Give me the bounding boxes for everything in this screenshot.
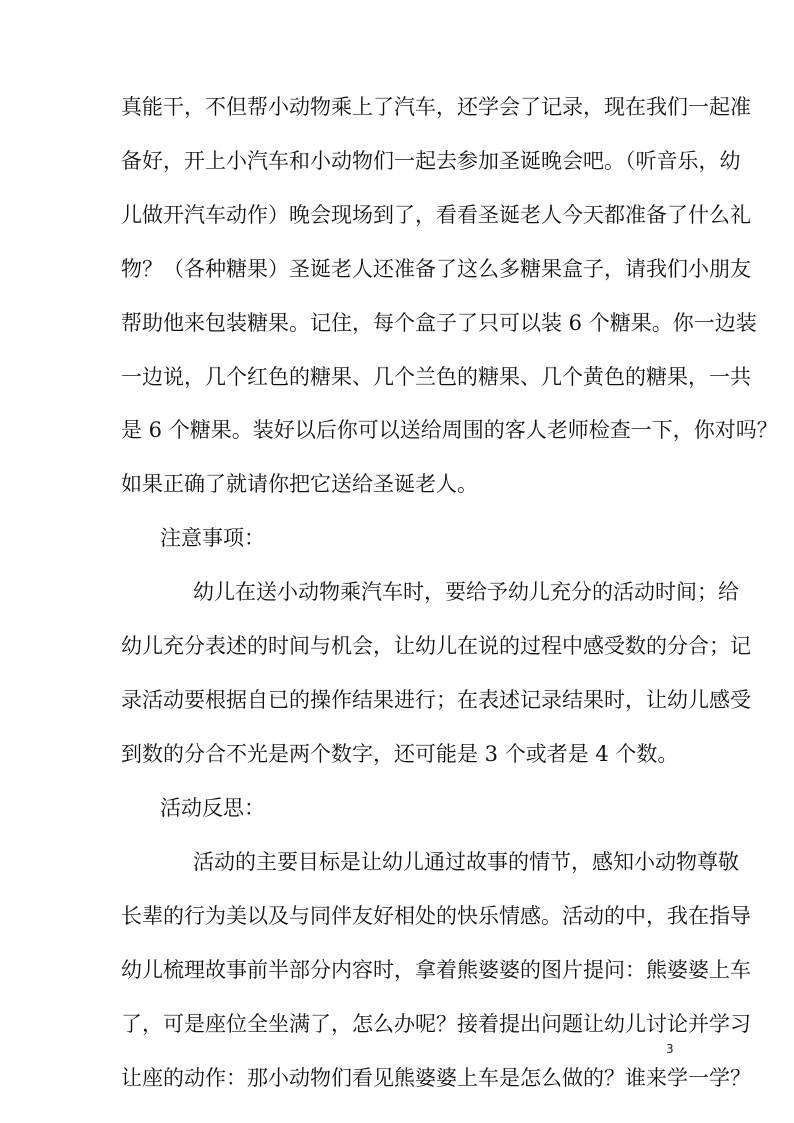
text-line: 幼儿梳理故事前半部分内容时，拿着熊婆婆的图片提问：熊婆婆上车 [121, 958, 751, 982]
text-line: 录活动要根据自已的操作结果进行；在表述记录结果时，让幼儿感受 [121, 688, 751, 712]
text-line: 幼儿充分表述的时间与机会，让幼儿在说的过程中感受数的分合；记 [121, 634, 751, 658]
text-line: 真能干，不但帮小动物乘上了汽车，还学会了记录，现在我们一起准 [121, 95, 751, 119]
section-heading-reflection: 活动反思： [160, 796, 265, 820]
text-line: 了，可是座位全坐满了，怎么办呢？接着提出问题让幼儿讨论并学习 [121, 1012, 751, 1036]
text-line: 儿做开汽车动作）晚会现场到了，看看圣诞老人今天都准备了什么礼 [121, 203, 751, 227]
text-line: 一边说，几个红色的糖果、几个兰色的糖果、几个黄色的糖果，一共 [121, 365, 751, 389]
text-line: 活动的主要目标是让幼儿通过故事的情节，感知小动物尊敬 [193, 850, 739, 874]
text-line: 是 6 个糖果。装好以后你可以送给周围的客人老师检查一下，你对吗？ [121, 418, 778, 442]
text-line: 长辈的行为美以及与同伴友好相处的快乐情感。活动的中，我在指导 [121, 904, 751, 928]
text-line: 如果正确了就请你把它送给圣诞老人。 [121, 472, 478, 496]
text-line: 到数的分合不光是两个数字，还可能是 3 个或者是 4 个数。 [121, 742, 679, 766]
text-line: 让座的动作：那小动物们看见熊婆婆上车是怎么做的？谁来学一学？ [121, 1066, 751, 1090]
text-line: 物？（各种糖果）圣诞老人还准备了这么多糖果盒子，请我们小朋友 [121, 257, 751, 281]
text-line: 帮助他来包装糖果。记住，每个盒子了只可以装 6 个糖果。你一边装 [121, 311, 757, 335]
section-heading-notes: 注意事项： [160, 526, 265, 550]
text-line: 幼儿在送小动物乘汽车时，要给予幼儿充分的活动时间；给 [193, 580, 739, 604]
text-line: 备好，开上小汽车和小动物们一起去参加圣诞晚会吧。（听音乐，幼 [121, 149, 741, 173]
page-number: 3 [666, 1042, 674, 1056]
